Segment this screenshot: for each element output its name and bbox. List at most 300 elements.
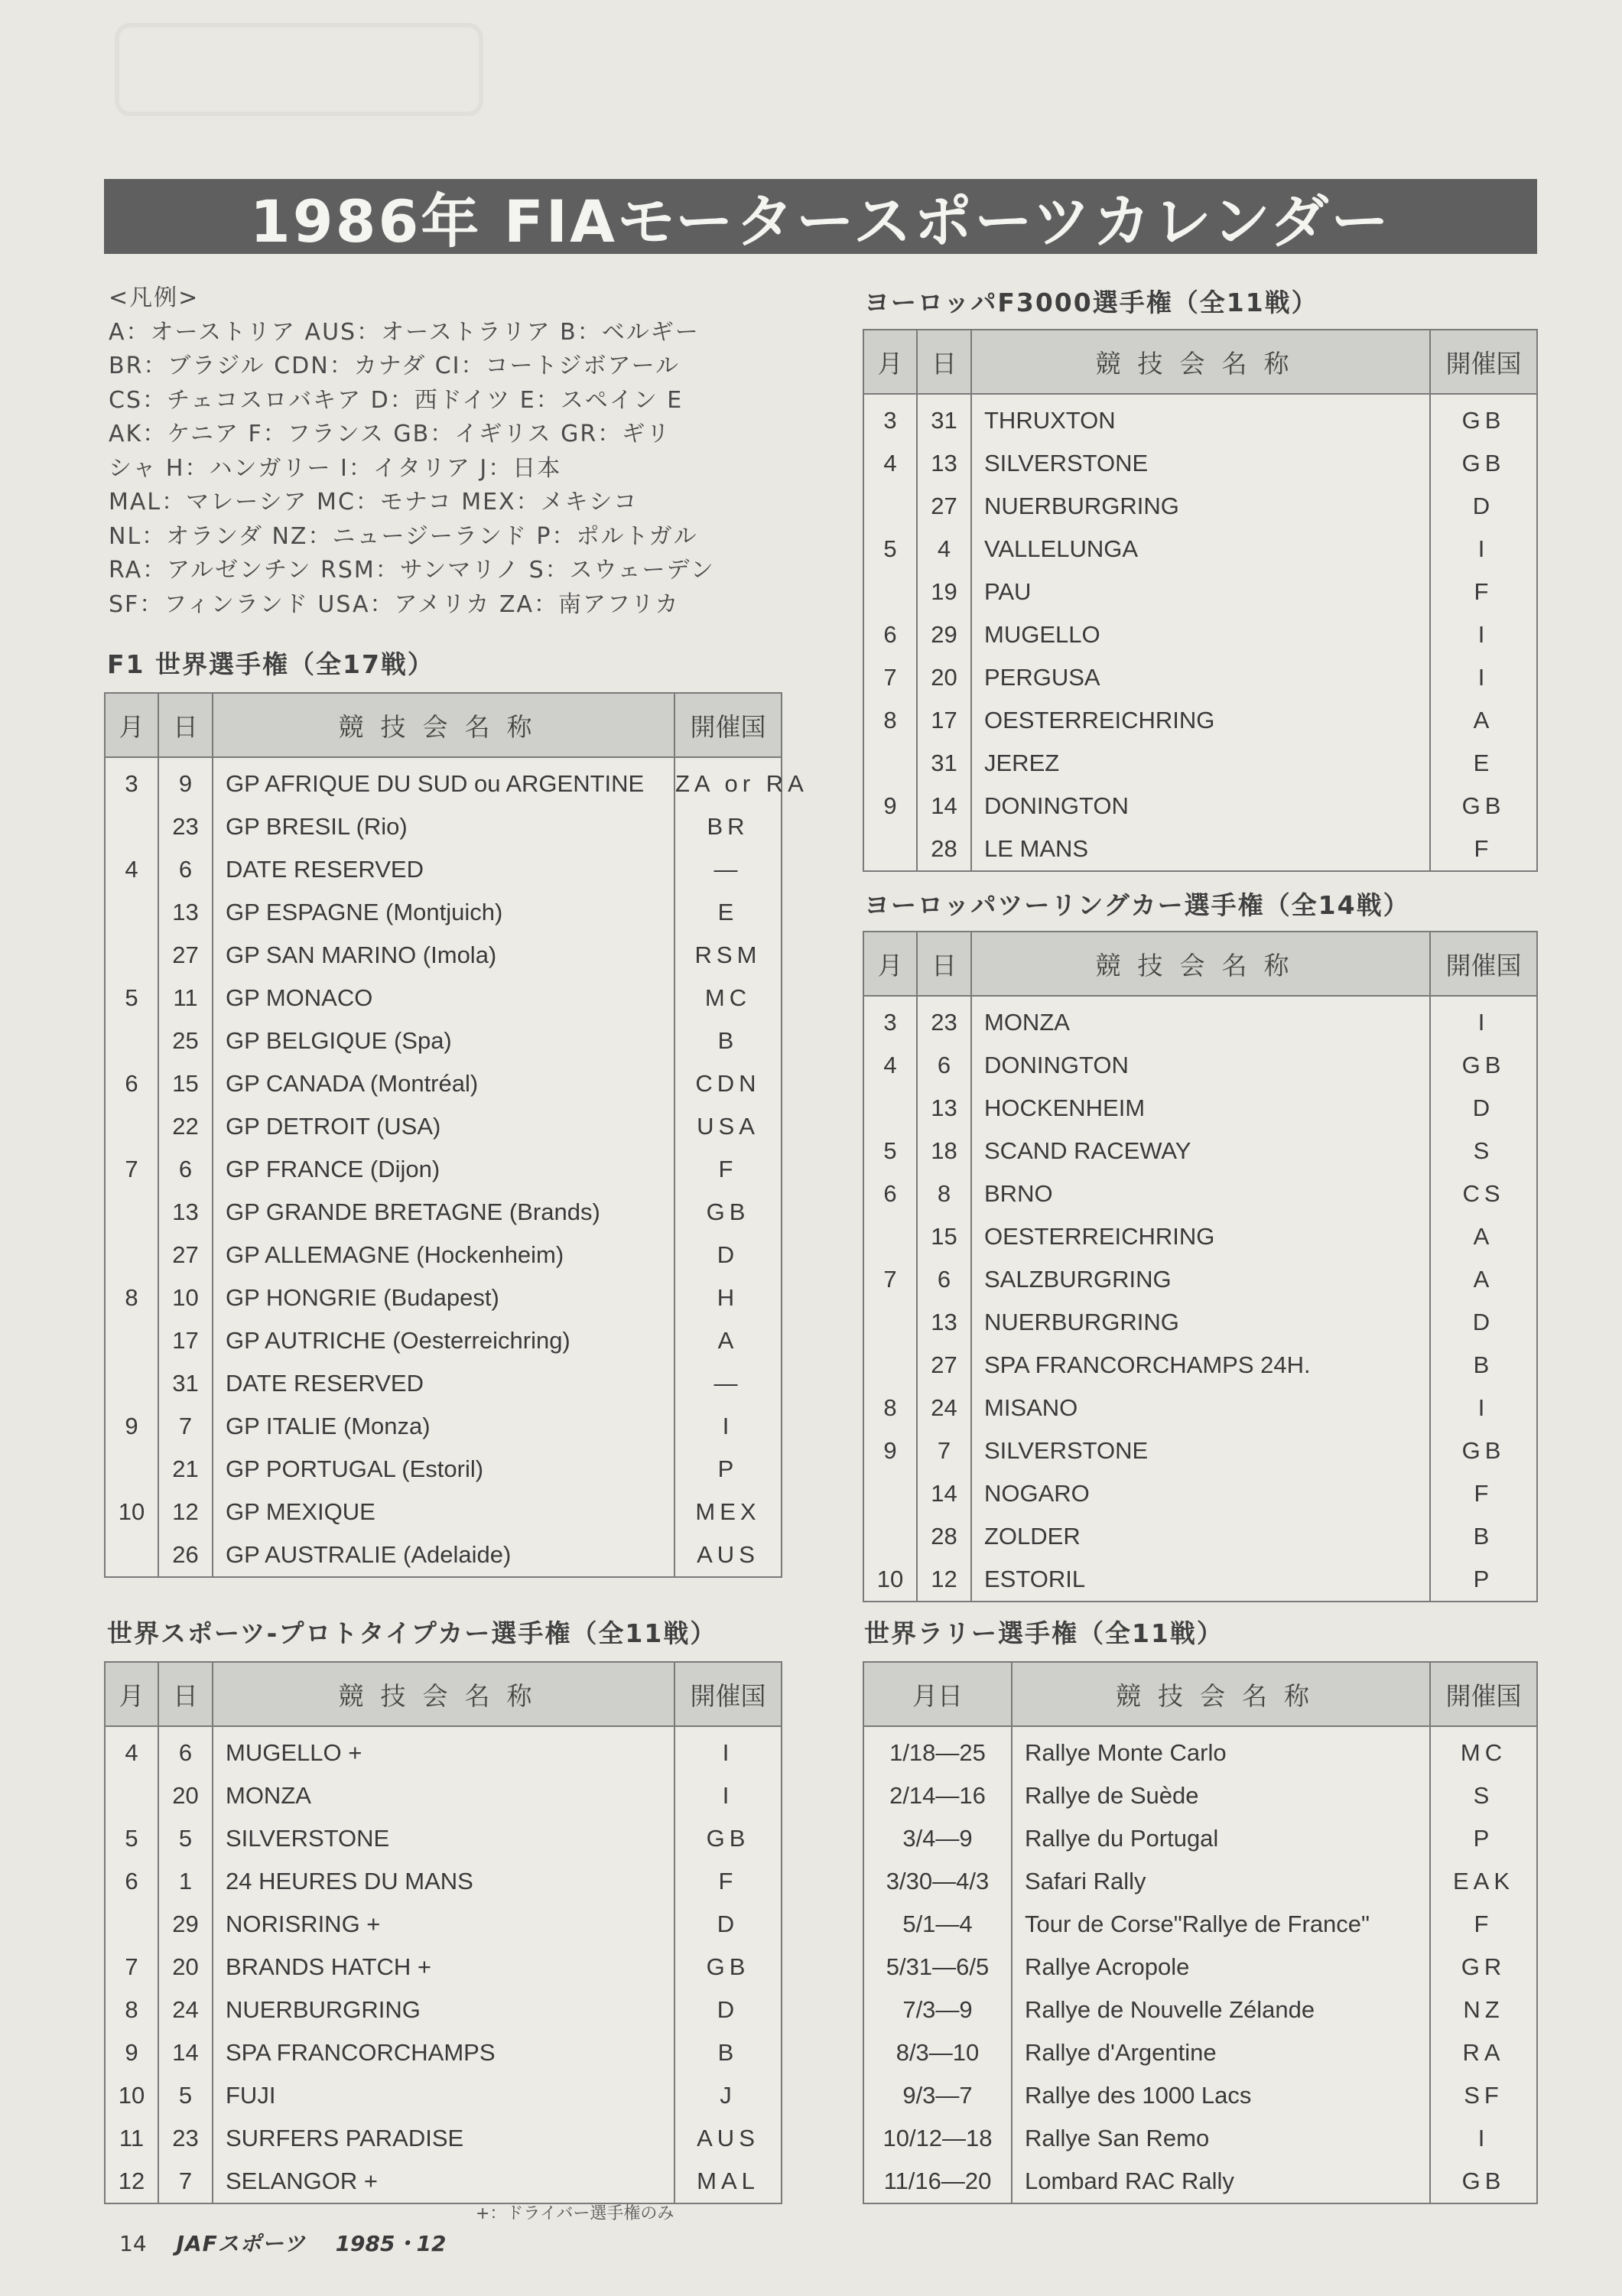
table-cell xyxy=(863,742,917,785)
table-cell: F xyxy=(1430,828,1537,871)
table-cell: 10 xyxy=(118,2082,145,2109)
table-cell: 17 xyxy=(917,699,971,742)
touring-section-title: ヨーロッパツーリングカー選手権（全14戦） xyxy=(864,890,1410,920)
table-cell: SILVERSTONE xyxy=(971,442,1430,485)
table-row xyxy=(105,2160,782,2203)
table-cell: I xyxy=(1430,613,1537,656)
table-cell xyxy=(105,1319,158,1362)
table-cell: 13 xyxy=(158,1191,213,1234)
table-row xyxy=(863,1989,1537,2031)
legend-line: SF：フィンランド USA：アメリカ ZA：南アフリカ xyxy=(109,590,680,618)
table-cell: 28 xyxy=(917,1515,971,1558)
driver-championship-note: +：ドライバー選手権のみ xyxy=(476,2204,674,2223)
table-row xyxy=(105,891,782,934)
table-row xyxy=(105,1234,782,1276)
table-cell: Safari Rally xyxy=(1012,1860,1430,1903)
table-cell: MAL xyxy=(674,2160,782,2203)
table-cell: GB xyxy=(674,1817,782,1860)
table-cell: Rallye Monte Carlo xyxy=(1012,1726,1430,1774)
table-cell: DATE RESERVED xyxy=(213,848,674,891)
table-cell: SCAND RACEWAY xyxy=(971,1130,1430,1172)
table-cell: D xyxy=(1430,485,1537,528)
table-cell: NUERBURGRING xyxy=(971,1301,1430,1344)
legend-line: BR：ブラジル CDN：カナダ CI：コートジボアール xyxy=(109,353,681,379)
table-cell: GR xyxy=(1430,1946,1537,1989)
table-cell: GB xyxy=(1430,1429,1537,1472)
table-row xyxy=(105,977,782,1020)
header-day: 日 xyxy=(158,693,213,757)
table-cell: MONZA xyxy=(213,1774,674,1817)
table-cell xyxy=(863,1301,917,1344)
table-row xyxy=(863,1903,1537,1946)
table-cell: 6 xyxy=(883,1180,897,1207)
table-cell xyxy=(105,1020,158,1062)
table-cell xyxy=(105,1362,158,1405)
f3000-calendar-table xyxy=(863,329,1538,872)
header-day: 日 xyxy=(917,330,971,394)
table-cell: SPA FRANCORCHAMPS xyxy=(213,2031,674,2074)
table-cell: A xyxy=(1430,1215,1537,1258)
table-cell: 8/3—10 xyxy=(896,2039,980,2066)
header-month: 月 xyxy=(105,693,158,757)
table-cell: 19 xyxy=(917,571,971,613)
table-row xyxy=(863,2160,1537,2203)
header-event-name: 競技会名称 xyxy=(971,932,1430,996)
table-cell: F xyxy=(1430,1903,1537,1946)
table-cell: 3 xyxy=(883,407,897,434)
table-cell: SALZBURGRING xyxy=(971,1258,1430,1301)
table-row xyxy=(863,1044,1537,1087)
table-cell: USA xyxy=(674,1105,782,1148)
table-cell: 17 xyxy=(158,1319,213,1362)
table-cell: GP GRANDE BRETAGNE (Brands) xyxy=(213,1191,674,1234)
legend xyxy=(109,281,789,622)
table-cell: 8 xyxy=(125,1284,138,1311)
table-cell: 4 xyxy=(883,450,897,476)
table-row xyxy=(105,1276,782,1319)
header-country: 開催国 xyxy=(1430,932,1537,996)
table-cell: SELANGOR + xyxy=(213,2160,674,2203)
table-cell: 2/14—16 xyxy=(889,1782,986,1809)
table-cell xyxy=(863,1515,917,1558)
table-cell: 31 xyxy=(917,394,971,442)
table-cell: 7/3—9 xyxy=(902,1996,973,2023)
table-cell: AUS xyxy=(674,1533,782,1577)
table-cell: 23 xyxy=(158,2117,213,2160)
table-cell: 10/12—18 xyxy=(883,2125,993,2151)
table-row xyxy=(863,1429,1537,1472)
table-cell: I xyxy=(1430,996,1537,1044)
sports-proto-calendar-table xyxy=(104,1661,782,2204)
table-cell: SILVERSTONE xyxy=(213,1817,674,1860)
table-cell: GP ESPAGNE (Montjuich) xyxy=(213,891,674,934)
table-cell: 3/30—4/3 xyxy=(886,1868,990,1894)
table-cell: FUJI xyxy=(213,2074,674,2117)
table-cell: Rallye Acropole xyxy=(1012,1946,1430,1989)
table-cell: I xyxy=(1430,2117,1537,2160)
table-cell: 3 xyxy=(125,770,138,797)
table-cell: GP MONACO xyxy=(213,977,674,1020)
header-event-name: 競技会名称 xyxy=(1012,1662,1430,1726)
table-cell: GB xyxy=(674,1946,782,1989)
table-cell: 13 xyxy=(917,1087,971,1130)
table-cell: Tour de Corse"Rallye de France" xyxy=(1012,1903,1430,1946)
table-cell: S xyxy=(1430,1130,1537,1172)
table-cell: MISANO xyxy=(971,1387,1430,1429)
table-cell: F xyxy=(1430,571,1537,613)
table-cell: A xyxy=(1430,1258,1537,1301)
table-cell: 3/4—9 xyxy=(902,1825,973,1852)
table-row xyxy=(863,1515,1537,1558)
table-cell: ZA or RA xyxy=(674,757,782,805)
table-cell: 12 xyxy=(917,1558,971,1602)
table-cell: 14 xyxy=(158,2031,213,2074)
header-month: 月 xyxy=(105,1662,158,1726)
table-cell: OESTERREICHRING xyxy=(971,699,1430,742)
header-country: 開催国 xyxy=(674,693,782,757)
table-cell: I xyxy=(1430,656,1537,699)
legend-line: シャ H：ハンガリー I：イタリア J：日本 xyxy=(109,454,562,482)
table-cell: 14 xyxy=(917,1472,971,1515)
table-cell: 11 xyxy=(158,977,213,1020)
table-row xyxy=(863,1172,1537,1215)
table-cell: 1/18—25 xyxy=(889,1739,986,1766)
table-cell: Rallye San Remo xyxy=(1012,2117,1430,2160)
table-cell: GP CANADA (Montréal) xyxy=(213,1062,674,1105)
table-row xyxy=(863,1946,1537,1989)
table-cell: 15 xyxy=(158,1062,213,1105)
table-cell: H xyxy=(674,1276,782,1319)
table-cell: — xyxy=(674,1362,782,1405)
touring-calendar-table xyxy=(863,931,1538,1602)
table-row xyxy=(863,442,1537,485)
table-row xyxy=(105,1105,782,1148)
table-cell xyxy=(863,571,917,613)
table-cell: NOGARO xyxy=(971,1472,1430,1515)
table-cell: GP FRANCE (Dijon) xyxy=(213,1148,674,1191)
table-cell xyxy=(105,891,158,934)
table-row xyxy=(863,1301,1537,1344)
table-cell: 20 xyxy=(917,656,971,699)
table-cell: GP SAN MARINO (Imola) xyxy=(213,934,674,977)
faded-header-stamp xyxy=(115,23,483,116)
table-cell: 27 xyxy=(158,1234,213,1276)
table-row xyxy=(863,1558,1537,1602)
table-cell: 25 xyxy=(158,1020,213,1062)
table-row xyxy=(863,485,1537,528)
table-cell: 5 xyxy=(158,2074,213,2117)
table-cell: Rallye d'Argentine xyxy=(1012,2031,1430,2074)
table-cell: J xyxy=(674,2074,782,2117)
table-cell: 5/31—6/5 xyxy=(886,1953,990,1980)
table-cell: GP BRESIL (Rio) xyxy=(213,805,674,848)
header-day: 日 xyxy=(158,1662,213,1726)
table-row xyxy=(863,2117,1537,2160)
table-row xyxy=(105,2074,782,2117)
table-cell: Rallye de Nouvelle Zélande xyxy=(1012,1989,1430,2031)
table-cell: 7 xyxy=(883,1266,897,1293)
table-row xyxy=(863,1258,1537,1301)
header-country: 開催国 xyxy=(1430,330,1537,394)
table-cell: 9 xyxy=(883,1437,897,1464)
table-row xyxy=(863,2031,1537,2074)
table-cell: GB xyxy=(1430,442,1537,485)
table-cell: 14 xyxy=(917,785,971,828)
table-cell: AUS xyxy=(674,2117,782,2160)
table-cell: 10 xyxy=(158,1276,213,1319)
table-cell: D xyxy=(1430,1301,1537,1344)
table-cell: NUERBURGRING xyxy=(213,1989,674,2031)
table-cell: 5/1—4 xyxy=(902,1911,973,1937)
table-cell: RA xyxy=(1430,2031,1537,2074)
table-cell: GP PORTUGAL (Estoril) xyxy=(213,1448,674,1491)
legend-line: RA：アルゼンチン RSM：サンマリノ S：スウェーデン xyxy=(109,557,715,584)
page-footer xyxy=(119,2227,446,2258)
header-month: 月 xyxy=(863,932,917,996)
legend-line: AK：ケニア F：フランス GB：イギリス GR：ギリ xyxy=(109,421,671,447)
table-cell: BRNO xyxy=(971,1172,1430,1215)
table-cell: RSM xyxy=(674,934,782,977)
legend-label: <凡例> xyxy=(109,285,200,311)
table-row xyxy=(863,828,1537,871)
table-row xyxy=(105,1405,782,1448)
table-cell: NUERBURGRING xyxy=(971,485,1430,528)
table-cell: 9 xyxy=(883,792,897,819)
table-cell: 8 xyxy=(917,1172,971,1215)
table-cell: — xyxy=(674,848,782,891)
table-cell: 11 xyxy=(119,2125,145,2151)
table-cell: 27 xyxy=(917,485,971,528)
table-cell: 6 xyxy=(917,1258,971,1301)
table-cell xyxy=(863,1472,917,1515)
table-cell xyxy=(863,1215,917,1258)
table-row xyxy=(863,1215,1537,1258)
table-cell: VALLELUNGA xyxy=(971,528,1430,571)
table-cell: 20 xyxy=(158,1774,213,1817)
table-cell: 6 xyxy=(158,848,213,891)
table-row xyxy=(863,742,1537,785)
table-cell: 7 xyxy=(125,1156,138,1182)
table-row xyxy=(105,1726,782,1774)
table-cell xyxy=(105,1533,158,1577)
header-month: 月 xyxy=(863,330,917,394)
table-cell: GP ALLEMAGNE (Hockenheim) xyxy=(213,1234,674,1276)
table-cell: BR xyxy=(674,805,782,848)
table-row xyxy=(105,1903,782,1946)
table-row xyxy=(105,2031,782,2074)
table-row xyxy=(105,1946,782,1989)
table-row xyxy=(863,1774,1537,1817)
rally-calendar-table xyxy=(863,1661,1538,2204)
table-cell: 23 xyxy=(158,805,213,848)
table-cell: 6 xyxy=(158,1726,213,1774)
table-row xyxy=(105,2117,782,2160)
table-cell: 11/16—20 xyxy=(883,2168,992,2194)
table-cell: D xyxy=(674,1903,782,1946)
table-cell: EAK xyxy=(1430,1860,1537,1903)
table-cell: 6 xyxy=(158,1148,213,1191)
table-cell: 24 xyxy=(917,1387,971,1429)
f3000-section-title: ヨーロッパF3000選手権（全11戦） xyxy=(864,288,1318,317)
table-row xyxy=(863,1130,1537,1172)
table-cell: 7 xyxy=(125,1953,138,1980)
table-row xyxy=(863,2074,1537,2117)
table-row xyxy=(863,1344,1537,1387)
table-row xyxy=(105,757,782,805)
table-cell: 13 xyxy=(917,442,971,485)
table-cell: 7 xyxy=(158,1405,213,1448)
legend-line: CS：チェコスロバキア D：西ドイツ E：スペイン E xyxy=(109,386,684,414)
table-cell: 1 xyxy=(158,1860,213,1903)
table-cell: 31 xyxy=(158,1362,213,1405)
table-cell: ZOLDER xyxy=(971,1515,1430,1558)
table-cell: 29 xyxy=(917,613,971,656)
table-cell: A xyxy=(1430,699,1537,742)
table-cell: PERGUSA xyxy=(971,656,1430,699)
table-cell: 15 xyxy=(917,1215,971,1258)
table-row xyxy=(105,1020,782,1062)
table-cell: 6 xyxy=(883,621,897,648)
table-row xyxy=(105,934,782,977)
table-row xyxy=(863,528,1537,571)
table-cell: PAU xyxy=(971,571,1430,613)
table-cell xyxy=(105,1448,158,1491)
table-cell xyxy=(105,934,158,977)
table-row xyxy=(105,1062,782,1105)
table-cell: 9/3—7 xyxy=(902,2082,973,2109)
table-cell xyxy=(105,1105,158,1148)
table-cell: A xyxy=(674,1319,782,1362)
table-cell: MEX xyxy=(674,1491,782,1533)
table-row xyxy=(863,1860,1537,1903)
table-cell: 23 xyxy=(917,996,971,1044)
table-cell: GP HONGRIE (Budapest) xyxy=(213,1276,674,1319)
table-cell: GP AUTRICHE (Oesterreichring) xyxy=(213,1319,674,1362)
table-cell: B xyxy=(674,1020,782,1062)
table-cell: F xyxy=(674,1148,782,1191)
table-cell: MUGELLO + xyxy=(213,1726,674,1774)
table-cell: B xyxy=(1430,1344,1537,1387)
table-cell: 9 xyxy=(125,1413,138,1439)
table-cell: 4 xyxy=(883,1052,897,1078)
table-row xyxy=(105,1448,782,1491)
table-cell: DONINGTON xyxy=(971,785,1430,828)
table-cell: 6 xyxy=(917,1044,971,1087)
header-country: 開催国 xyxy=(1430,1662,1537,1726)
table-cell: 5 xyxy=(125,1825,138,1852)
table-row xyxy=(863,1472,1537,1515)
table-cell: I xyxy=(1430,528,1537,571)
table-cell: 7 xyxy=(917,1429,971,1472)
legend-line: NL：オランダ NZ：ニュージーランド P：ポルトガル xyxy=(109,522,698,550)
table-cell: SILVERSTONE xyxy=(971,1429,1430,1472)
page-title: 1986年 FIAモータースポーツカレンダー xyxy=(104,179,1537,254)
table-cell: P xyxy=(1430,1558,1537,1602)
table-cell: MC xyxy=(1430,1726,1537,1774)
table-cell: 31 xyxy=(917,742,971,785)
table-cell: 26 xyxy=(158,1533,213,1577)
table-row xyxy=(105,848,782,891)
table-cell: MONZA xyxy=(971,996,1430,1044)
f1-calendar-table xyxy=(104,692,808,1578)
table-cell: GP AUSTRALIE (Adelaide) xyxy=(213,1533,674,1577)
table-cell xyxy=(105,1774,158,1817)
header-event-name: 競技会名称 xyxy=(971,330,1430,394)
table-cell: B xyxy=(1430,1515,1537,1558)
table-cell: P xyxy=(1430,1817,1537,1860)
table-row xyxy=(863,394,1537,442)
publication-name: JAFスポーツ xyxy=(176,2231,306,2256)
table-cell: 13 xyxy=(917,1301,971,1344)
table-cell: NORISRING + xyxy=(213,1903,674,1946)
table-cell: F xyxy=(674,1860,782,1903)
table-cell: SPA FRANCORCHAMPS 24H. xyxy=(971,1344,1430,1387)
table-cell: SURFERS PARADISE xyxy=(213,2117,674,2160)
sports-proto-section-title: 世界スポーツ-プロトタイプカー選手権（全11戦） xyxy=(107,1618,717,1648)
table-cell: 9 xyxy=(158,757,213,805)
legend-line: A：オーストリア AUS：オーストラリア B：ベルギー xyxy=(109,318,700,346)
table-cell: D xyxy=(674,1234,782,1276)
table-cell: 5 xyxy=(883,1137,897,1164)
table-cell: 8 xyxy=(883,707,897,733)
table-cell xyxy=(105,1903,158,1946)
table-cell xyxy=(863,485,917,528)
table-row xyxy=(105,1774,782,1817)
table-cell: CS xyxy=(1430,1172,1537,1215)
table-row xyxy=(863,656,1537,699)
table-cell: I xyxy=(674,1774,782,1817)
table-cell: CDN xyxy=(674,1062,782,1105)
table-cell: NZ xyxy=(1430,1989,1537,2031)
table-row xyxy=(863,1817,1537,1860)
table-cell xyxy=(863,1087,917,1130)
table-cell: GB xyxy=(1430,394,1537,442)
table-cell: F xyxy=(1430,1472,1537,1515)
table-cell: GB xyxy=(674,1191,782,1234)
table-cell: BRANDS HATCH + xyxy=(213,1946,674,1989)
table-row xyxy=(863,571,1537,613)
table-cell: GB xyxy=(1430,2160,1537,2203)
table-row xyxy=(105,1319,782,1362)
table-cell: 24 xyxy=(158,1989,213,2031)
table-row xyxy=(863,996,1537,1044)
table-cell: GB xyxy=(1430,1044,1537,1087)
table-cell: 10 xyxy=(118,1498,145,1525)
table-cell: B xyxy=(674,2031,782,2074)
table-cell: GP AFRIQUE DU SUD ou ARGENTINE xyxy=(213,757,674,805)
table-cell: 27 xyxy=(917,1344,971,1387)
table-cell: 12 xyxy=(118,2168,145,2194)
table-cell: 5 xyxy=(158,1817,213,1860)
table-cell: I xyxy=(674,1726,782,1774)
header-date: 月日 xyxy=(863,1662,1012,1726)
table-cell: 13 xyxy=(158,891,213,934)
issue-date: 1985・12 xyxy=(335,2231,447,2256)
page-number: 14 xyxy=(119,2231,147,2256)
table-cell: GP DETROIT (USA) xyxy=(213,1105,674,1148)
table-cell: 29 xyxy=(158,1903,213,1946)
table-cell: DONINGTON xyxy=(971,1044,1430,1087)
table-row xyxy=(863,1387,1537,1429)
table-cell: Rallye du Portugal xyxy=(1012,1817,1430,1860)
header-event-name: 競技会名称 xyxy=(213,1662,674,1726)
table-row xyxy=(863,613,1537,656)
header-country: 開催国 xyxy=(674,1662,782,1726)
table-cell: 24 HEURES DU MANS xyxy=(213,1860,674,1903)
table-row xyxy=(105,1860,782,1903)
table-cell: S xyxy=(1430,1774,1537,1817)
table-cell: Rallye des 1000 Lacs xyxy=(1012,2074,1430,2117)
